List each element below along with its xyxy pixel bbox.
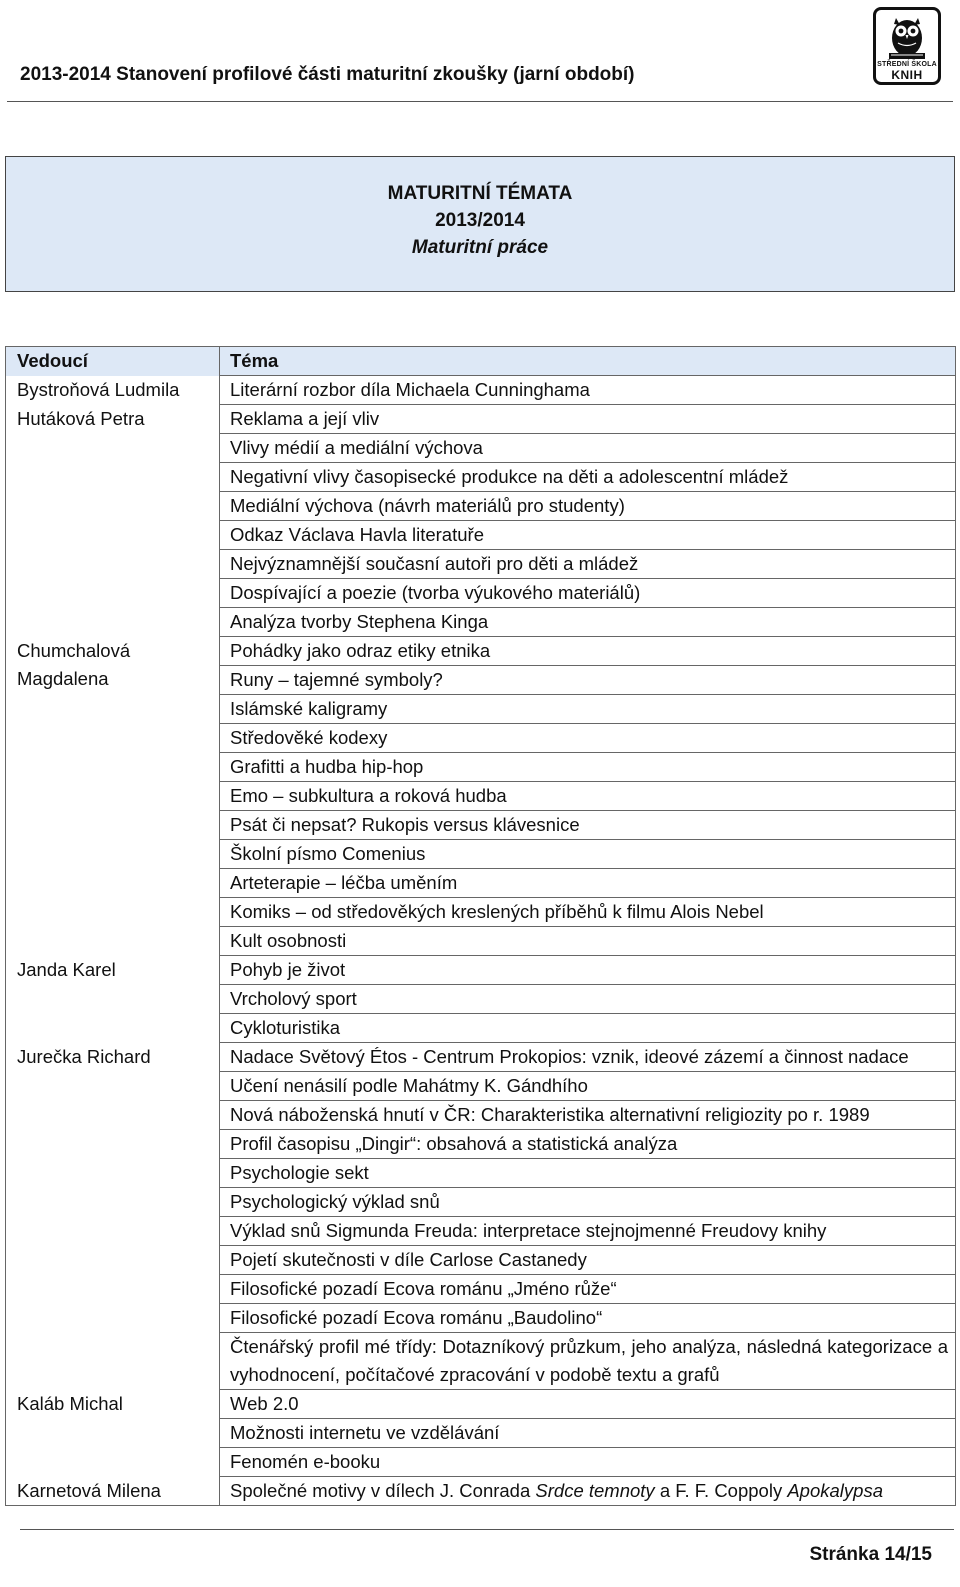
title-box [5, 156, 955, 292]
topic-text: a F. F. Coppoly [654, 1480, 788, 1501]
table-row [6, 405, 956, 434]
logo-text-knih: KNIH [891, 68, 923, 82]
topic-title-italic: Apokalypsa [787, 1480, 883, 1501]
topic-cell: Filosofické pozadí Ecova románu „Jméno růže“ [220, 1275, 956, 1304]
column-header-leader: Vedoucí [6, 347, 220, 376]
table-row [6, 1043, 956, 1072]
topic-cell: Vlivy médií a mediální výchova [220, 434, 956, 463]
title-main: MATURITNÍ TÉMATA [387, 183, 573, 204]
topic-cell: Literární rozbor díla Michaela Cunninghama [220, 376, 956, 405]
topic-cell: Dospívající a poezie (tvorba výukového materiálů) [220, 579, 956, 608]
topic-cell: Reklama a její vliv [220, 405, 956, 434]
topic-cell: Možnosti internetu ve vzdělávání [220, 1419, 956, 1448]
topic-cell [220, 1477, 956, 1506]
table-row [6, 637, 956, 666]
topic-cell: Web 2.0 [220, 1390, 956, 1419]
table-row [6, 376, 956, 405]
topic-cell: Psát či nepsat? Rukopis versus klávesnice [220, 811, 956, 840]
topic-cell: Analýza tvorby Stephena Kinga [220, 608, 956, 637]
topic-cell: Školní písmo Comenius [220, 840, 956, 869]
column-header-topic: Téma [220, 347, 956, 376]
topic-cell: Nová náboženská hnutí v ČR: Charakteristika alternativní religiozity po r. 1989 [220, 1101, 956, 1130]
topic-cell: Grafitti a hudba hip-hop [220, 753, 956, 782]
topic-text: Společné motivy v dílech J. Conrada [230, 1480, 536, 1501]
table-header-row [6, 347, 956, 376]
topic-title-italic: Srdce temnoty [535, 1480, 655, 1501]
topic-cell: Komiks – od středověkých kreslených příběhů k filmu Alois Nebel [220, 898, 956, 927]
topic-cell: Vrcholový sport [220, 985, 956, 1014]
document-header-title: 2013-2014 Stanovení profilové části maturitní zkoušky (jarní období) [20, 64, 635, 85]
title-year: 2013/2014 [435, 210, 525, 231]
topic-cell: Pohádky jako odraz etiky etnika [220, 637, 956, 666]
topic-cell: Nadace Světový Étos - Centrum Prokopios: vznik, ideové zázemí a činnost nadace [220, 1043, 956, 1072]
topic-cell: Fenomén e-booku [220, 1448, 956, 1477]
leader-cell: Kaláb Michal [6, 1390, 220, 1477]
leader-cell: Karnetová Milena [6, 1477, 220, 1506]
topic-cell: Pojetí skutečnosti v díle Carlose Castanedy [220, 1246, 956, 1275]
school-logo [873, 7, 941, 85]
topic-cell: Učení nenásilí podle Mahátmy K. Gándhího [220, 1072, 956, 1101]
leader-cell: Hutáková Petra [6, 405, 220, 637]
topic-cell: Filosofické pozadí Ecova románu „Baudolino“ [220, 1304, 956, 1333]
leader-cell: Chumchalová Magdalena [6, 637, 220, 956]
topics-table-body [6, 376, 956, 1506]
owl-icon [876, 10, 938, 62]
topic-cell: Středověké kodexy [220, 724, 956, 753]
table-row [6, 956, 956, 985]
table-row [6, 1477, 956, 1506]
topic-cell: Čtenářský profil mé třídy: Dotazníkový průzkum, jeho analýza, následná kategorizace a vyhodnocení, počítačové zpracování v podobě textu a grafů [220, 1333, 956, 1390]
topic-cell: Profil časopisu „Dingir“: obsahová a statistická analýza [220, 1130, 956, 1159]
topic-cell: Islámské kaligramy [220, 695, 956, 724]
topic-cell: Runy – tajemné symboly? [220, 666, 956, 695]
topic-cell: Pohyb je život [220, 956, 956, 985]
logo-text-school: STŘEDNÍ ŠKOLA [877, 61, 937, 68]
topic-cell: Cykloturistika [220, 1014, 956, 1043]
topic-cell: Výklad snů Sigmunda Freuda: interpretace stejnojmenné Freudovy knihy [220, 1217, 956, 1246]
topic-cell: Negativní vlivy časopisecké produkce na děti a adolescentní mládež [220, 463, 956, 492]
footer-divider [20, 1529, 954, 1530]
topics-table [5, 346, 956, 1506]
table-row [6, 1390, 956, 1419]
header-divider [7, 101, 953, 102]
topic-cell: Nejvýznamnější současní autoři pro děti a mládež [220, 550, 956, 579]
topic-cell: Odkaz Václava Havla literatuře [220, 521, 956, 550]
topic-cell: Kult osobnosti [220, 927, 956, 956]
topic-cell: Arteterapie – léčba uměním [220, 869, 956, 898]
leader-cell: Bystroňová Ludmila [6, 376, 220, 405]
topic-cell: Psychologický výklad snů [220, 1188, 956, 1217]
topic-cell: Mediální výchova (návrh materiálů pro studenty) [220, 492, 956, 521]
topic-cell: Emo – subkultura a roková hudba [220, 782, 956, 811]
page-number: Stránka 14/15 [809, 1544, 932, 1565]
leader-cell: Jurečka Richard [6, 1043, 220, 1390]
title-subtitle: Maturitní práce [411, 237, 549, 258]
leader-cell: Janda Karel [6, 956, 220, 1043]
topic-cell: Psychologie sekt [220, 1159, 956, 1188]
